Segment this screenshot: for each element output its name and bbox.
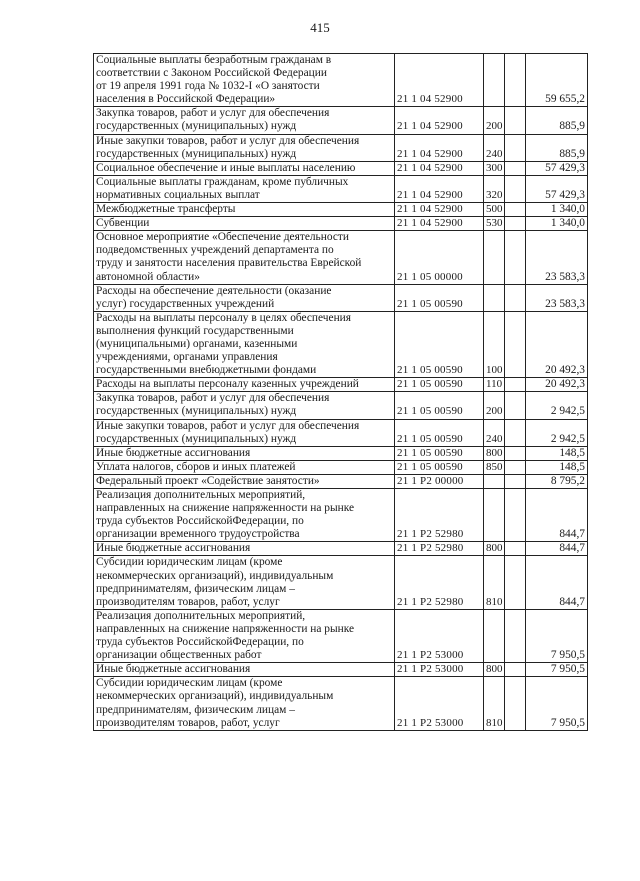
table-row <box>94 284 588 311</box>
row-amount-cell: 57 429,3 <box>526 175 588 202</box>
row-code-cell: 21 1 05 00000 <box>395 231 484 284</box>
row-expense-type-cell: 320 <box>484 175 505 202</box>
row-code-cell: 21 1 05 00590 <box>395 284 484 311</box>
row-blank-cell <box>505 677 526 730</box>
row-code-cell: 21 1 05 00590 <box>395 419 484 446</box>
row-amount-cell: 844,7 <box>526 489 588 542</box>
row-amount-cell: 59 655,2 <box>526 54 588 107</box>
row-name-cell: Расходы на выплаты персоналу казенных учреждений <box>94 378 395 392</box>
table-row <box>94 217 588 231</box>
row-code-cell: 21 1 04 52900 <box>395 175 484 202</box>
row-amount-cell: 7 950,5 <box>526 677 588 730</box>
row-blank-cell <box>505 231 526 284</box>
row-expense-type-cell: 200 <box>484 107 505 134</box>
row-expense-type-cell <box>484 231 505 284</box>
row-amount-cell: 148,5 <box>526 460 588 474</box>
row-blank-cell <box>505 542 526 556</box>
row-code-cell: 21 1 Р2 53000 <box>395 663 484 677</box>
row-expense-type-cell: 800 <box>484 446 505 460</box>
row-amount-cell: 2 942,5 <box>526 419 588 446</box>
row-code-cell: 21 1 Р2 53000 <box>395 609 484 662</box>
row-expense-type-cell: 810 <box>484 556 505 609</box>
row-blank-cell <box>505 489 526 542</box>
row-code-cell: 21 1 Р2 52980 <box>395 489 484 542</box>
row-amount-cell: 1 340,0 <box>526 203 588 217</box>
row-name-cell: Реализация дополнительных мероприятий, направленных на снижение напряженности на рынке труда субъектов РоссийскойФедерации, по организации временного трудоустройства <box>94 489 395 542</box>
table-row <box>94 677 588 730</box>
row-expense-type-cell: 500 <box>484 203 505 217</box>
table-row <box>94 231 588 284</box>
row-code-cell: 21 1 Р2 52980 <box>395 556 484 609</box>
row-expense-type-cell: 300 <box>484 161 505 175</box>
row-name-cell: Социальные выплаты безработным гражданам в соответствии с Законом Российской Федерации от 19 апреля 1991 года № 1032-I «О занятости населения в Российской Федерации» <box>94 54 395 107</box>
row-blank-cell <box>505 284 526 311</box>
table-row <box>94 203 588 217</box>
table-row <box>94 54 588 107</box>
row-expense-type-cell: 850 <box>484 460 505 474</box>
row-amount-cell: 2 942,5 <box>526 392 588 419</box>
row-expense-type-cell: 110 <box>484 378 505 392</box>
table-row <box>94 556 588 609</box>
row-blank-cell <box>505 217 526 231</box>
row-code-cell: 21 1 05 00590 <box>395 460 484 474</box>
row-amount-cell: 23 583,3 <box>526 284 588 311</box>
row-name-cell: Уплата налогов, сборов и иных платежей <box>94 460 395 474</box>
row-expense-type-cell: 240 <box>484 419 505 446</box>
row-code-cell: 21 1 04 52900 <box>395 161 484 175</box>
table-row <box>94 419 588 446</box>
row-blank-cell <box>505 175 526 202</box>
row-blank-cell <box>505 663 526 677</box>
budget-table-body <box>94 54 588 731</box>
row-code-cell: 21 1 04 52900 <box>395 134 484 161</box>
row-expense-type-cell <box>484 474 505 488</box>
row-code-cell: 21 1 05 00590 <box>395 311 484 377</box>
row-expense-type-cell: 240 <box>484 134 505 161</box>
row-name-cell: Межбюджетные трансферты <box>94 203 395 217</box>
row-amount-cell: 20 492,3 <box>526 311 588 377</box>
row-name-cell: Субвенции <box>94 217 395 231</box>
row-name-cell: Реализация дополнительных мероприятий, направленных на снижение напряженности на рынке труда субъектов РоссийскойФедерации, по организации общественных работ <box>94 609 395 662</box>
row-name-cell: Расходы на выплаты персоналу в целях обеспечения выполнения функций государственными (муниципальными) органами, казенными учреждениями, органами управления государственными внебюджетными фондами <box>94 311 395 377</box>
row-name-cell: Расходы на обеспечение деятельности (оказание услуг) государственных учреждений <box>94 284 395 311</box>
row-amount-cell: 148,5 <box>526 446 588 460</box>
row-code-cell: 21 1 04 52900 <box>395 107 484 134</box>
row-blank-cell <box>505 311 526 377</box>
row-name-cell: Закупка товаров, работ и услуг для обеспечения государственных (муниципальных) нужд <box>94 107 395 134</box>
row-expense-type-cell: 200 <box>484 392 505 419</box>
row-expense-type-cell <box>484 489 505 542</box>
row-amount-cell: 7 950,5 <box>526 663 588 677</box>
row-code-cell: 21 1 Р2 53000 <box>395 677 484 730</box>
row-blank-cell <box>505 446 526 460</box>
row-code-cell: 21 1 05 00590 <box>395 392 484 419</box>
row-name-cell: Закупка товаров, работ и услуг для обеспечения государственных (муниципальных) нужд <box>94 392 395 419</box>
row-blank-cell <box>505 54 526 107</box>
row-name-cell: Основное мероприятие «Обеспечение деятельности подведомственных учреждений департамента по труду и занятости населения правительства Еврейской автономной области» <box>94 231 395 284</box>
table-row <box>94 134 588 161</box>
row-name-cell: Федеральный проект «Содействие занятости» <box>94 474 395 488</box>
row-code-cell: 21 1 Р2 00000 <box>395 474 484 488</box>
row-blank-cell <box>505 161 526 175</box>
row-expense-type-cell <box>484 54 505 107</box>
table-row <box>94 378 588 392</box>
table-row <box>94 392 588 419</box>
row-name-cell: Субсидии юридическим лицам (кроме некоммерческих организаций), индивидуальным предпринимателям, физическим лицам – производителям товаров, работ, услуг <box>94 677 395 730</box>
row-amount-cell: 844,7 <box>526 542 588 556</box>
row-amount-cell: 23 583,3 <box>526 231 588 284</box>
row-name-cell: Иные бюджетные ассигнования <box>94 663 395 677</box>
row-blank-cell <box>505 609 526 662</box>
row-code-cell: 21 1 05 00590 <box>395 378 484 392</box>
table-row <box>94 460 588 474</box>
row-expense-type-cell: 810 <box>484 677 505 730</box>
row-amount-cell: 844,7 <box>526 556 588 609</box>
row-expense-type-cell: 800 <box>484 542 505 556</box>
row-expense-type-cell <box>484 609 505 662</box>
row-amount-cell: 8 795,2 <box>526 474 588 488</box>
row-code-cell: 21 1 04 52900 <box>395 203 484 217</box>
row-amount-cell: 885,9 <box>526 134 588 161</box>
row-code-cell: 21 1 Р2 52980 <box>395 542 484 556</box>
row-code-cell: 21 1 04 52900 <box>395 217 484 231</box>
table-row <box>94 609 588 662</box>
row-amount-cell: 7 950,5 <box>526 609 588 662</box>
row-amount-cell: 20 492,3 <box>526 378 588 392</box>
row-blank-cell <box>505 392 526 419</box>
row-name-cell: Социальное обеспечение и иные выплаты населению <box>94 161 395 175</box>
row-amount-cell: 1 340,0 <box>526 217 588 231</box>
row-blank-cell <box>505 556 526 609</box>
row-blank-cell <box>505 107 526 134</box>
table-row <box>94 161 588 175</box>
row-blank-cell <box>505 460 526 474</box>
table-row <box>94 446 588 460</box>
row-name-cell: Иные закупки товаров, работ и услуг для обеспечения государственных (муниципальных) нужд <box>94 419 395 446</box>
row-name-cell: Иные бюджетные ассигнования <box>94 446 395 460</box>
row-expense-type-cell: 800 <box>484 663 505 677</box>
budget-table <box>93 53 588 731</box>
row-name-cell: Иные закупки товаров, работ и услуг для обеспечения государственных (муниципальных) нужд <box>94 134 395 161</box>
row-blank-cell <box>505 203 526 217</box>
row-amount-cell: 57 429,3 <box>526 161 588 175</box>
table-row <box>94 107 588 134</box>
table-row <box>94 489 588 542</box>
row-name-cell: Субсидии юридическим лицам (кроме некоммерческих организаций), индивидуальным предпринимателям, физическим лицам – производителям товаров, работ, услуг <box>94 556 395 609</box>
row-blank-cell <box>505 378 526 392</box>
row-expense-type-cell: 530 <box>484 217 505 231</box>
page-number: 415 <box>310 20 330 35</box>
row-amount-cell: 885,9 <box>526 107 588 134</box>
row-code-cell: 21 1 05 00590 <box>395 446 484 460</box>
row-name-cell: Иные бюджетные ассигнования <box>94 542 395 556</box>
table-row <box>94 542 588 556</box>
row-code-cell: 21 1 04 52900 <box>395 54 484 107</box>
row-blank-cell <box>505 474 526 488</box>
row-name-cell: Социальные выплаты гражданам, кроме публичных нормативных социальных выплат <box>94 175 395 202</box>
row-expense-type-cell <box>484 284 505 311</box>
row-blank-cell <box>505 419 526 446</box>
table-row <box>94 663 588 677</box>
table-row <box>94 311 588 377</box>
table-row <box>94 175 588 202</box>
row-expense-type-cell: 100 <box>484 311 505 377</box>
table-row <box>94 474 588 488</box>
row-blank-cell <box>505 134 526 161</box>
